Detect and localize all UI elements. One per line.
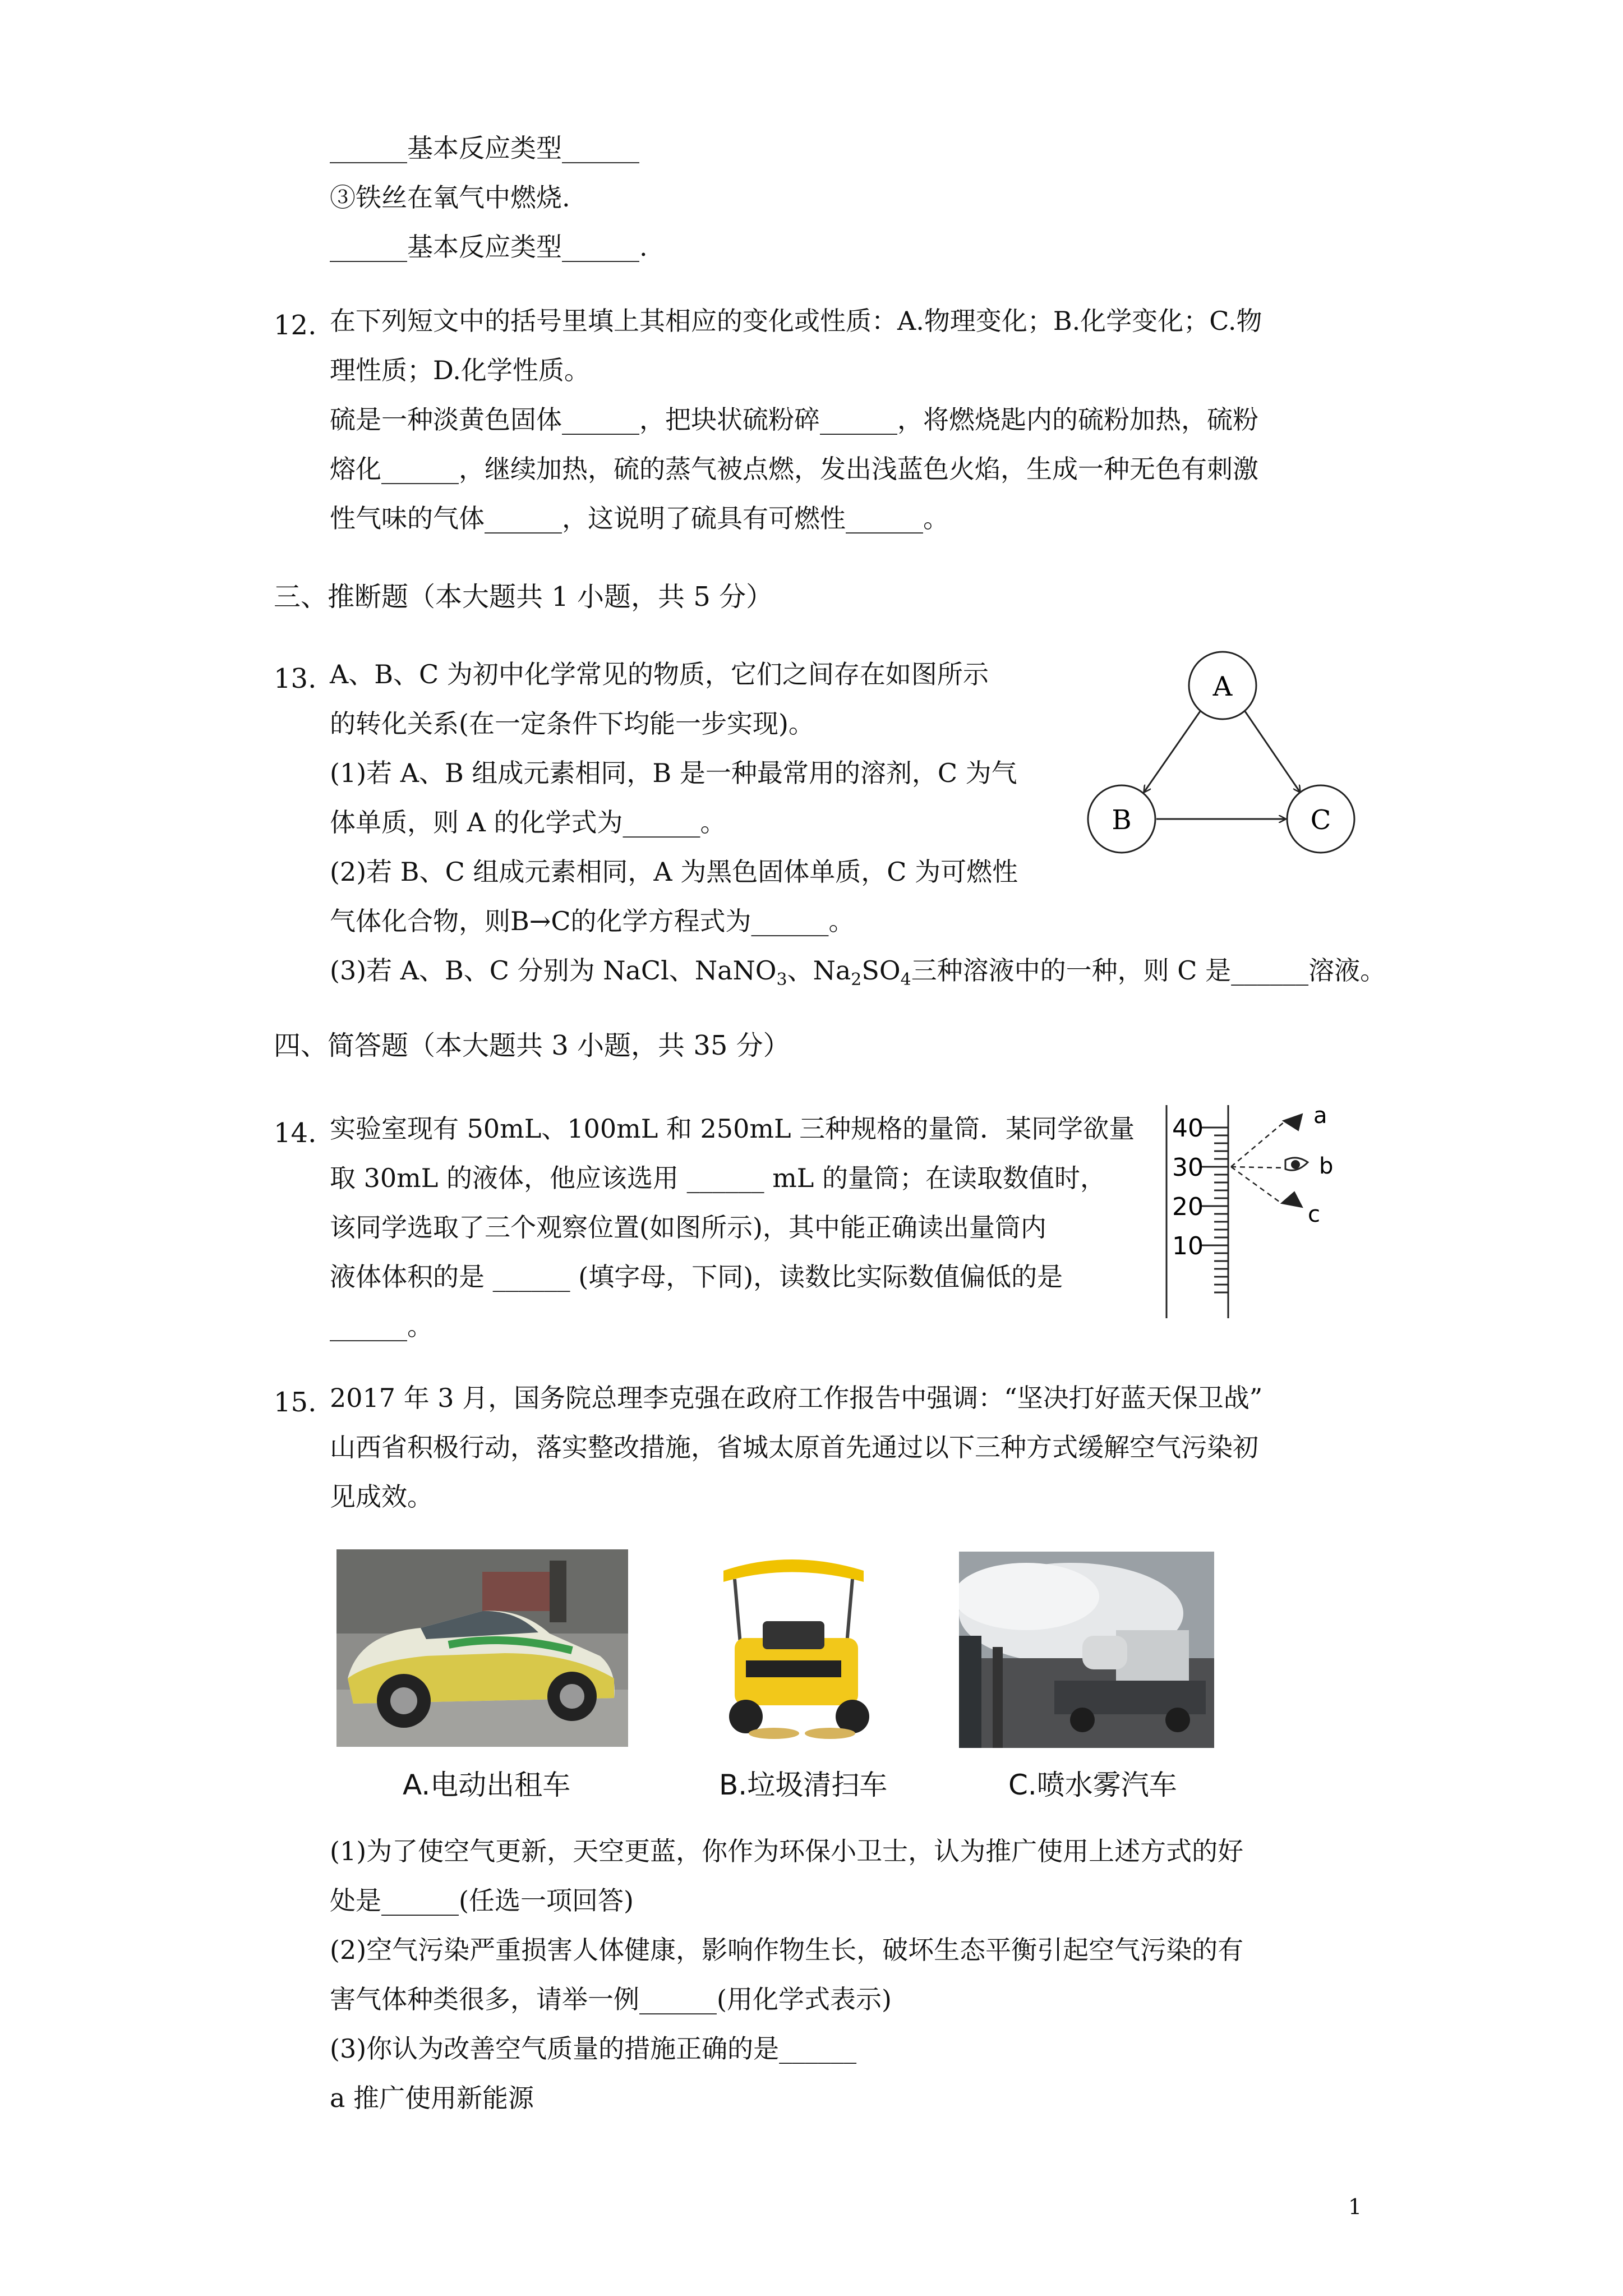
q12-line: 硫是一种淡黄色固体______，把块状硫粉碎______，将燃烧匙内的硫粉加热，硫粉 (330, 404, 1258, 435)
node-c-label: C (1310, 804, 1331, 836)
arrow-a-c (1245, 711, 1300, 792)
q15-line: 见成效。 (330, 1481, 433, 1512)
q15-subquestion-line: 处是______(任选一项回答) (330, 1885, 634, 1916)
q15-subquestion-line: (2)空气污染严重损害人体健康，影响作物生长，破坏生态平衡引起空气污染的有 (330, 1935, 1244, 1965)
eye-label-a: a (1313, 1103, 1327, 1129)
q11-line2: ③铁丝在氧气中燃烧. (330, 182, 570, 213)
node-a-label: A (1212, 671, 1233, 702)
q12-line: 熔化______，继续加热，硫的蒸气被点燃，发出浅蓝色火焰，生成一种无色有刺激 (330, 454, 1258, 484)
q13-number: 13. (274, 663, 317, 694)
q12-number: 12. (274, 310, 317, 341)
q14-line: 液体体积的是 ______ (填字母，下同)，读数比实际数值偏低的是 (330, 1262, 1063, 1292)
q13-line: (1)若 A、B 组成元素相同，B 是一种最常用的溶剂，C 为气 (330, 758, 1017, 788)
tick-30: 30 (1172, 1153, 1204, 1182)
tick-20: 20 (1172, 1193, 1204, 1221)
q15-line: 2017 年 3 月，国务院总理李克强在政府工作报告中强调：“坚决打好蓝天保卫战” (330, 1383, 1263, 1413)
graduated-cylinder-diagram (1155, 1099, 1346, 1324)
eye-label-c: c (1308, 1202, 1320, 1227)
q15-subquestion-line: (1)为了使空气更新，天空更蓝，你作为环保小卫士，认为推广使用上述方式的好 (330, 1836, 1244, 1866)
q14-line: 该同学选取了三个观察位置(如图所示)，其中能正确读出量筒内 (330, 1212, 1046, 1243)
eye-icon (1281, 1114, 1308, 1207)
q12-line: 理性质；D.化学性质。 (330, 355, 590, 385)
q12-line: 性气味的气体______，这说明了硫具有可燃性______。 (330, 503, 949, 533)
q14-number: 14. (274, 1117, 317, 1149)
q13-line: A、B、C 为初中化学常见的物质，它们之间存在如图所示 (330, 659, 989, 689)
q13-line-formula: (3)若 A、B、C 分别为 NaCl、NaNO$_3$、$Na_2SO_4$三种溶液中的一种，则 C 是______溶液。 (330, 955, 1386, 990)
q13-line: 的转化关系(在一定条件下均能一步实现)。 (330, 708, 814, 739)
node-b-label: B (1112, 804, 1132, 836)
photo-electric-taxi (336, 1549, 628, 1747)
q11-line3: ______基本反应类型______. (330, 232, 648, 262)
q13-line: 体单质，则 A 的化学式为______。 (330, 807, 726, 838)
conversion-diagram (1066, 645, 1380, 869)
q12-line: 在下列短文中的括号里填上其相应的变化或性质：A.物理变化；B.化学变化；C.物 (330, 306, 1262, 336)
eye-label-b: b (1319, 1153, 1334, 1179)
caption-mist-cannon-truck: C.喷水雾汽车 (1008, 1769, 1177, 1801)
arrow-a-b (1144, 711, 1200, 792)
q14-line: ______。 (330, 1311, 433, 1341)
q15-subquestion-line: 害气体种类很多，请举一例______(用化学式表示) (330, 1984, 892, 2014)
q15-option-a: a 推广使用新能源 (330, 2083, 534, 2113)
q13-line: 气体化合物，则B→C的化学方程式为______。 (330, 906, 855, 936)
tick-40: 40 (1172, 1114, 1204, 1143)
q15-subquestion-line: (3)你认为改善空气质量的措施正确的是______ (330, 2033, 857, 2064)
photo-street-sweeper (712, 1548, 886, 1750)
q15-line: 山西省积极行动，落实整改措施，省城太原首先通过以下三种方式缓解空气污染初 (330, 1432, 1258, 1462)
q15-number: 15. (274, 1387, 317, 1418)
caption-electric-taxi: A.电动出租车 (403, 1769, 571, 1801)
section-4-heading: 四、简答题（本大题共 3 小题，共 35 分） (274, 1030, 790, 1061)
q11-line1: ______基本反应类型______ (330, 133, 639, 163)
q14-line: 取 30mL 的液体，他应该选用 ______ mL 的量筒；在读取数值时， (330, 1163, 1106, 1193)
tick-10: 10 (1172, 1232, 1204, 1260)
photo-mist-cannon-truck (959, 1552, 1214, 1748)
section-3-heading: 三、推断题（本大题共 1 小题，共 5 分） (274, 581, 773, 613)
page-number: 1 (1348, 2194, 1362, 2219)
q14-line: 实验室现有 50mL、100mL 和 250mL 三种规格的量筒．某同学欲量 (330, 1114, 1135, 1144)
caption-street-sweeper: B.垃圾清扫车 (719, 1769, 888, 1801)
q13-line: (2)若 B、C 组成元素相同，A 为黑色固体单质，C 为可燃性 (330, 857, 1018, 887)
